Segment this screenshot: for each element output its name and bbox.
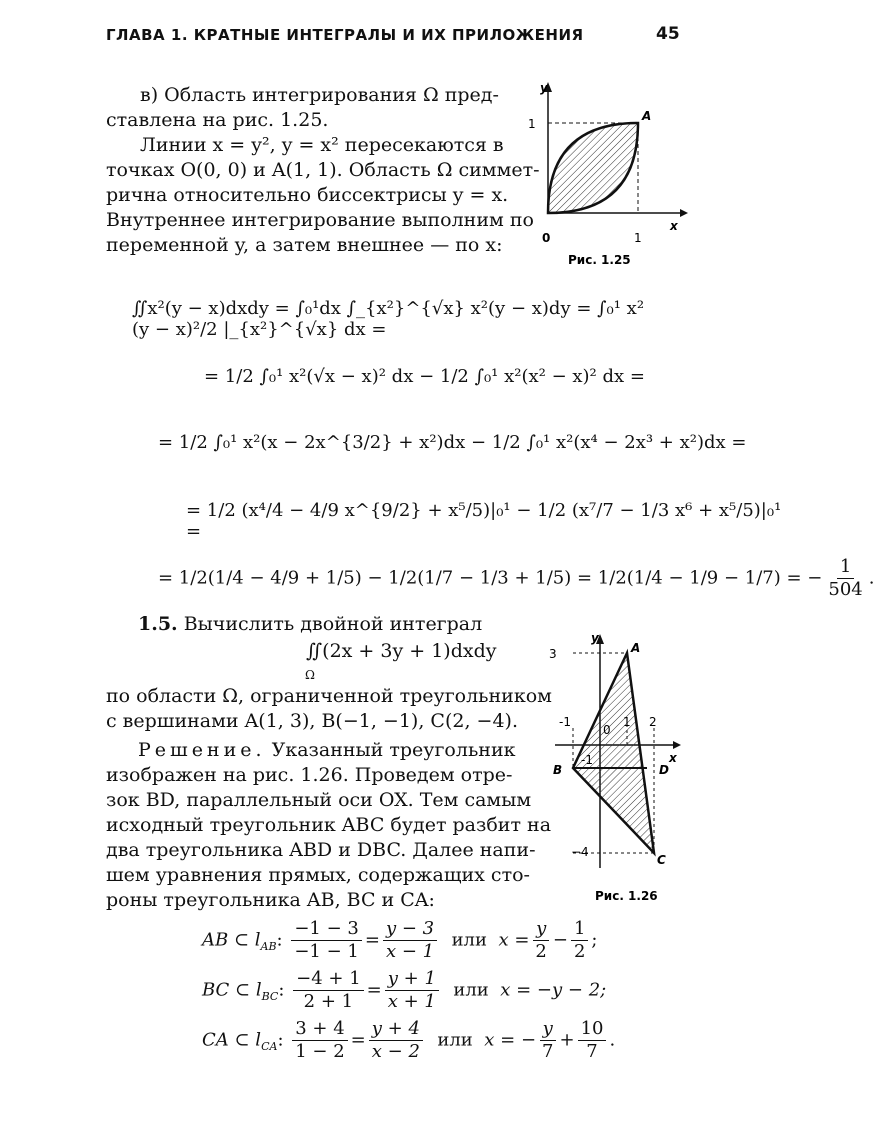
problem-15-heading	[138, 612, 482, 637]
result-fraction	[825, 556, 865, 601]
ca-r-frac1	[539, 1018, 556, 1063]
ab-fraction-2	[383, 918, 437, 963]
region-omega	[548, 123, 638, 213]
problem-line2: по области Ω, ограниченной треугольником	[106, 685, 552, 707]
fig125-caption: Рис. 1.25	[568, 253, 631, 267]
problem-statement: Вычислить двойной интеграл	[183, 613, 483, 635]
ab-label: AB ⊂ l	[202, 929, 261, 951]
fig126-label-x: x	[669, 751, 677, 765]
ca-label: CA ⊂ l	[202, 1029, 262, 1051]
page-number: 45	[656, 24, 680, 44]
ab-subscript: AB	[260, 940, 277, 954]
section-v-line7: переменной y, а затем внешнее — по x:	[106, 234, 503, 256]
bc-f1-den: 2 + 1	[303, 991, 354, 1012]
ca-result-start: x = −	[484, 1029, 537, 1051]
ca-f1-den: 1 − 2	[295, 1041, 345, 1062]
fig126-label-d: D	[659, 763, 669, 777]
fig125-tick-y1: 1	[528, 117, 536, 131]
ab-or: или	[451, 929, 487, 951]
problem-line4	[138, 738, 516, 763]
fig126-label-c: C	[657, 853, 666, 867]
equation-ab: AB ⊂ $l_{AB}$: $\frac{-1 - 3}{-1 - 1}$ = $\frac{y - 3}{x - 1}$ или x = $\frac{y}{2}$ − $\frac{1}{2}$ ;	[202, 918, 598, 962]
section-v-line4: точках O(0, 0) и A(1, 1). Область Ω симмет-	[106, 159, 540, 181]
equation-ca: CA ⊂ $l_{CA}$: $\frac{3 + 4}{1 - 2}$ = $\frac{y + 4}{x - 2}$ или x = − $\frac{y}{7}$ + $\frac{10}{7}$ .	[202, 1018, 616, 1062]
result-denominator: 504	[828, 579, 863, 600]
ab-end: ;	[591, 929, 598, 951]
section-v-line1: в) Область интегрирования Ω пред-	[140, 84, 499, 106]
ab-r-frac2	[571, 918, 588, 963]
solution-v-line1-text: ∬x²(y − x)dxdy = ∫₀¹dx ∫_{x²}^{√x} x²(y − x)dy = ∫₀¹ x² (y − x)²/2 |_{x²}^{√x} dx =	[132, 298, 645, 340]
problem-line4-text: Указанный треугольник	[265, 739, 516, 761]
ca-subscript: CA	[261, 1040, 278, 1054]
ab-r-den2: 2	[573, 941, 586, 962]
bc-f2-num: y + 1	[385, 968, 439, 991]
ca-f2-num: y + 4	[369, 1018, 423, 1041]
ab-r-num1: y	[533, 918, 549, 941]
problem-line5: изображен на рис. 1.26. Проведем отре-	[106, 764, 513, 786]
chapter-header: ГЛАВА 1. КРАТНЫЕ ИНТЕГРАЛЫ И ИХ ПРИЛОЖЕНИЯ	[106, 26, 584, 44]
ab-r-den1: 2	[535, 941, 547, 962]
fig126-label-y: y	[591, 631, 599, 645]
ca-r-den2: 7	[586, 1041, 598, 1062]
fig126-tick-0: 0	[603, 723, 611, 737]
fig126-label-a: A	[631, 641, 641, 655]
fig126-label-b: B	[553, 763, 563, 777]
solution-v-line4: = 1/2 (x⁴/4 − 4/9 x^{9/2} + x⁵/5)|₀¹ − 1/2 (x⁷/7 − 1/3 x⁶ + x⁵/5)|₀¹ =	[186, 500, 782, 542]
section-v-line3: Линии x = y², y = x² пересекаются в	[140, 134, 504, 156]
bc-fraction-1	[293, 968, 364, 1013]
result-end: .	[868, 567, 874, 589]
solution-v-line2: = 1/2 ∫₀¹ x²(√x − x)² dx − 1/2 ∫₀¹ x²(x² − x)² dx =	[204, 366, 645, 387]
bc-f2-den: x + 1	[387, 991, 436, 1012]
ab-minus: −	[552, 929, 568, 951]
fig126-tick-3: 3	[549, 647, 557, 661]
figure-1-25	[520, 78, 690, 268]
fig126-tick-2: 2	[649, 715, 657, 729]
solution-v-line1	[132, 298, 662, 340]
bc-label: BC ⊂ l	[202, 979, 262, 1001]
ab-f2-num: y − 3	[383, 918, 437, 941]
fig125-tick-x0: 0	[542, 231, 551, 245]
fig126-caption: Рис. 1.26	[595, 889, 658, 903]
problem-line9: шем уравнения прямых, содержащих сто-	[106, 864, 530, 886]
ca-or: или	[437, 1029, 473, 1051]
fig125-label-a: A	[642, 109, 652, 123]
ca-f1-num: 3 + 4	[292, 1018, 347, 1041]
figure-1-26	[545, 628, 695, 908]
bc-fraction-2	[385, 968, 439, 1013]
solution-v-line3: = 1/2 ∫₀¹ x²(x − 2x^{3/2} + x²)dx − 1/2 ∫₀¹ x²(x⁴ − 2x³ + x²)dx =	[158, 432, 747, 453]
solution-v-line5-text: = 1/2(1/4 − 4/9 + 1/5) − 1/2(1/7 − 1/3 + 1/5) = 1/2(1/4 − 1/9 − 1/7) = −	[158, 567, 823, 589]
ca-r-frac2	[578, 1018, 607, 1063]
solution-v-line5	[158, 556, 874, 601]
solution-word: Решение.	[138, 739, 266, 761]
bc-f1-num: −4 + 1	[293, 968, 364, 991]
problem-line10: роны треугольника AB, BC и CA:	[106, 889, 435, 911]
problem-line7: исходный треугольник ABC будет разбит на	[106, 814, 552, 836]
fig126-tick-1: 1	[623, 715, 631, 729]
fig126-tick-m4: −4	[571, 845, 589, 859]
ab-result-start: x =	[498, 929, 530, 951]
section-v-line6: Внутреннее интегрирование выполним по	[106, 209, 534, 231]
fig125-label-y: y	[540, 81, 548, 95]
fig125-tick-x1: 1	[634, 231, 642, 245]
ca-fraction-1	[292, 1018, 347, 1063]
bc-subscript: BC	[261, 990, 279, 1004]
section-v-line5: рична относительно биссектрисы y = x.	[106, 184, 509, 206]
ca-r-num2: 10	[578, 1018, 607, 1041]
ab-r-frac1	[532, 918, 549, 963]
fig126-tick-m1b: -1	[581, 753, 593, 767]
ab-fraction-1	[291, 918, 362, 963]
fig126-tick-m1: -1	[559, 715, 571, 729]
ab-r-num2: 1	[571, 918, 588, 941]
bc-or: или	[453, 979, 489, 1001]
ca-r-den1: 7	[542, 1041, 554, 1062]
problem-integral-omega: Ω	[305, 668, 315, 682]
ca-r-num1: y	[540, 1018, 556, 1041]
section-v-line2: ставлена на рис. 1.25.	[106, 109, 329, 131]
ca-end: .	[609, 1029, 616, 1051]
problem-integral: ∬(2x + 3y + 1)dxdy	[306, 640, 497, 662]
problem-line6: зок BD, параллельный оси OX. Тем самым	[106, 789, 532, 811]
bc-result: x = −y − 2;	[500, 979, 607, 1001]
ab-f1-den: −1 − 1	[294, 941, 359, 962]
ca-plus: +	[559, 1029, 575, 1051]
ca-f2-den: x − 2	[371, 1041, 420, 1062]
ab-f1-num: −1 − 3	[291, 918, 362, 941]
ca-fraction-2	[369, 1018, 423, 1063]
problem-line8: два треугольника ABD и DBC. Далее напи-	[106, 839, 536, 861]
problem-number: 1.5.	[138, 613, 178, 635]
result-numerator: 1	[837, 556, 854, 579]
problem-line3: с вершинами A(1, 3), B(−1, −1), C(2, −4).	[106, 710, 519, 732]
fig125-label-x: x	[670, 219, 678, 233]
ab-f2-den: x − 1	[385, 941, 435, 962]
equation-bc: BC ⊂ $l_{BC}$: $\frac{-4 + 1}{2 + 1}$ = $\frac{y + 1}{x + 1}$ или x = −y − 2;	[202, 968, 607, 1012]
